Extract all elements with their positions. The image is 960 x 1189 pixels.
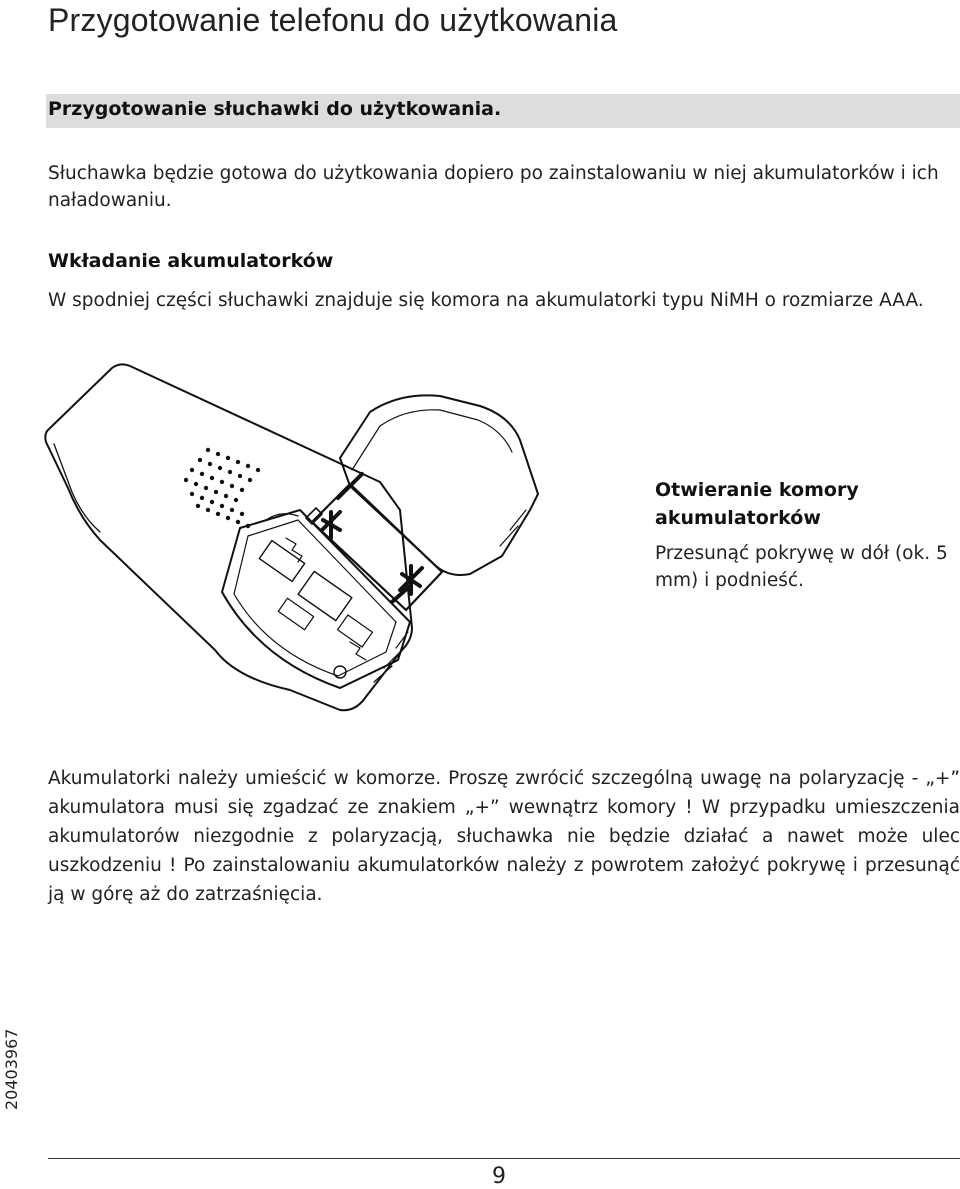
handset-battery-illustration <box>40 360 540 720</box>
document-code: 20403967 <box>2 1028 21 1110</box>
intro-paragraph: Słuchawka będzie gotowa do użytkowania dopiero po zainstalowaniu w niej akumulatorków i ich naładowaniu. <box>48 163 939 211</box>
battery-icon <box>306 474 442 610</box>
battery-insert-text: W spodniej części słuchawki znajduje się komora na akumulatorki typu NiMH o rozmiarze AAA. <box>48 290 924 311</box>
figure-caption-title: Otwieranie komory akumulatorków <box>655 479 859 529</box>
section-title: Przygotowanie słuchawki do użytkowania. <box>48 98 502 120</box>
body-paragraph: Akumulatorki należy umieścić w komorze. Proszę zwrócić szczególną uwagę na polaryzację - „+” akumulatora musi się zgadzać ze znakiem „+” wewnątrz komory ! W przypadku umieszczenia akumulatorów niezgodnie z polaryzacją, słuchawka nie będzie działać a nawet może ulec uszkodzeniu ! Po zainstalowaniu akumulatorków należy z powrotem założyć pokrywę i przesunąć ją w górę aż do zatrzaśnięcia. <box>48 768 960 905</box>
battery-insert-heading: Wkładanie akumulatorków <box>48 250 334 272</box>
handset-back-icon <box>45 364 412 710</box>
footer-divider <box>48 1158 960 1159</box>
battery-cover-icon <box>340 395 538 575</box>
page-title: Przygotowanie telefonu do użytkowania <box>48 2 618 38</box>
figure-caption-text: Przesunąć pokrywę w dół (ok. 5 mm) i podnieść. <box>655 543 948 591</box>
section-band <box>46 94 960 128</box>
speaker-grille-icon <box>184 448 260 528</box>
page-number: 9 <box>492 1164 506 1189</box>
